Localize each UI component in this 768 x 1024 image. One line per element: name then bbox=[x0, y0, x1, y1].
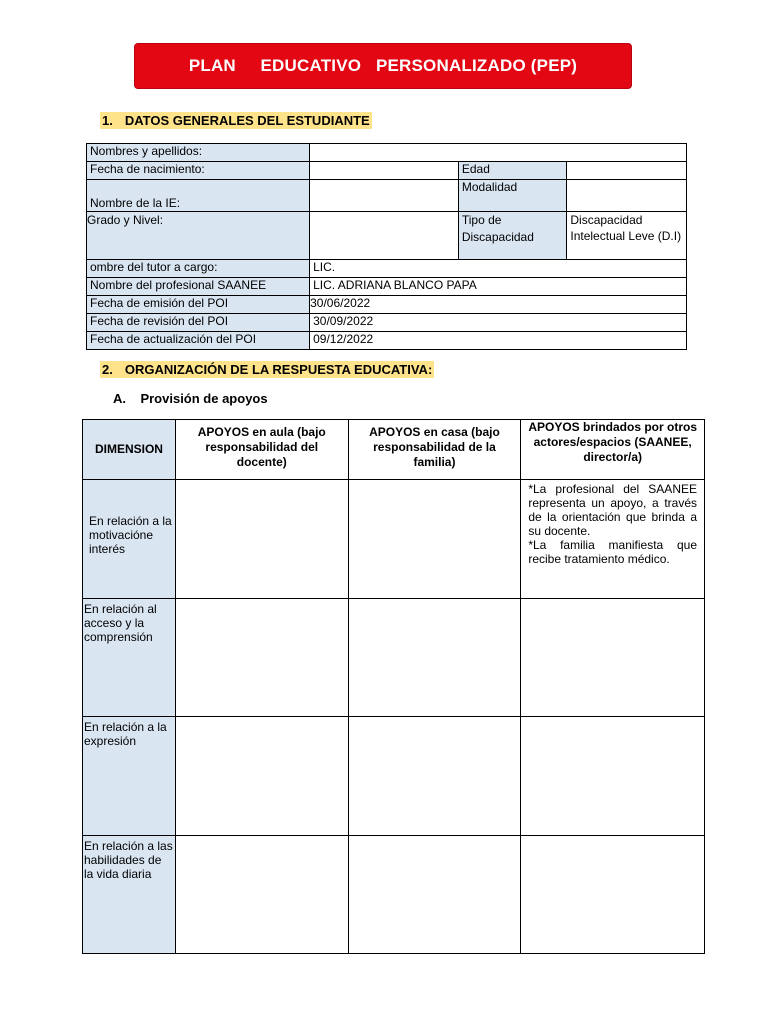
revision-value: 30/09/2022 bbox=[310, 314, 687, 332]
tutor-label: ombre del tutor a cargo: bbox=[87, 260, 310, 278]
student-data-table bbox=[86, 143, 687, 350]
aula-acceso bbox=[175, 599, 348, 717]
casa-habilidades bbox=[348, 836, 521, 954]
header-apoyos-casa: APOYOS en casa (bajo responsabilidad de la familia) bbox=[348, 420, 521, 480]
nombres-label: Nombres y apellidos: bbox=[87, 144, 310, 162]
fecha-nacimiento-label: Fecha de nacimiento: bbox=[87, 162, 310, 180]
section-2-title: ORGANIZACIÓN DE LA RESPUESTA EDUCATIVA: bbox=[124, 362, 433, 377]
section-2-heading bbox=[100, 361, 434, 378]
dimension-expresion: En relación a la expresión bbox=[83, 717, 176, 836]
section-1-heading bbox=[100, 112, 372, 129]
tipo-discapacidad-label: Tipo de Discapacidad bbox=[458, 212, 567, 260]
otros-motivacion: *La profesional del SAANEE representa un apoyo, a través de la orientación que brinda a su docente. *La familia manifiesta que recibe tratamiento médico. bbox=[521, 480, 705, 599]
section-2-number: 2. bbox=[100, 361, 123, 378]
document-title-banner bbox=[134, 43, 632, 89]
grado-value bbox=[310, 212, 459, 260]
tipo-discapacidad-value: Discapacidad Intelectual Leve (D.I) bbox=[567, 212, 687, 260]
emision-label: Fecha de emisión del POI bbox=[87, 296, 310, 314]
subsection-a-title: A. Provisión de apoyos bbox=[113, 391, 268, 406]
tutor-value: LIC. bbox=[310, 260, 687, 278]
profesional-label: Nombre del profesional SAANEE bbox=[87, 278, 310, 296]
aula-motivacion bbox=[175, 480, 348, 599]
profesional-value: LIC. ADRIANA BLANCO PAPA bbox=[310, 278, 687, 296]
casa-motivacion bbox=[348, 480, 521, 599]
otros-expresion bbox=[521, 717, 705, 836]
supports-table bbox=[82, 419, 705, 954]
header-apoyos-otros: APOYOS brindados por otros actores/espacios (SAANEE, director/a) bbox=[521, 420, 705, 480]
section-1-title: DATOS GENERALES DEL ESTUDIANTE bbox=[124, 113, 370, 128]
modalidad-label: Modalidad bbox=[458, 180, 567, 212]
edad-label: Edad bbox=[458, 162, 567, 180]
revision-label: Fecha de revisión del POI bbox=[87, 314, 310, 332]
casa-expresion bbox=[348, 717, 521, 836]
dimension-habilidades: En relación a las habilidades de la vida diaria bbox=[83, 836, 176, 954]
grado-label: Grado y Nivel: bbox=[87, 212, 310, 260]
header-apoyos-aula: APOYOS en aula (bajo responsabilidad del docente) bbox=[175, 420, 348, 480]
actualizacion-value: 09/12/2022 bbox=[310, 332, 687, 350]
dimension-motivacion: En relación a la motivacióne interés bbox=[83, 480, 176, 599]
casa-acceso bbox=[348, 599, 521, 717]
section-1-number: 1. bbox=[100, 112, 123, 129]
emision-value: 30/06/2022 bbox=[310, 296, 687, 314]
edad-value bbox=[567, 162, 687, 180]
actualizacion-label: Fecha de actualización del POI bbox=[87, 332, 310, 350]
nombres-value bbox=[310, 144, 687, 162]
header-dimension: DIMENSION bbox=[83, 420, 176, 480]
ie-value bbox=[310, 180, 459, 212]
otros-habilidades bbox=[521, 836, 705, 954]
document-title: PLAN EDUCATIVO PERSONALIZADO (PEP) bbox=[188, 56, 578, 75]
aula-expresion bbox=[175, 717, 348, 836]
modalidad-value bbox=[567, 180, 687, 212]
otros-acceso bbox=[521, 599, 705, 717]
dimension-acceso: En relación al acceso y la comprensión bbox=[83, 599, 176, 717]
ie-label: Nombre de la IE: bbox=[87, 180, 310, 212]
fecha-nacimiento-value bbox=[310, 162, 459, 180]
aula-habilidades bbox=[175, 836, 348, 954]
